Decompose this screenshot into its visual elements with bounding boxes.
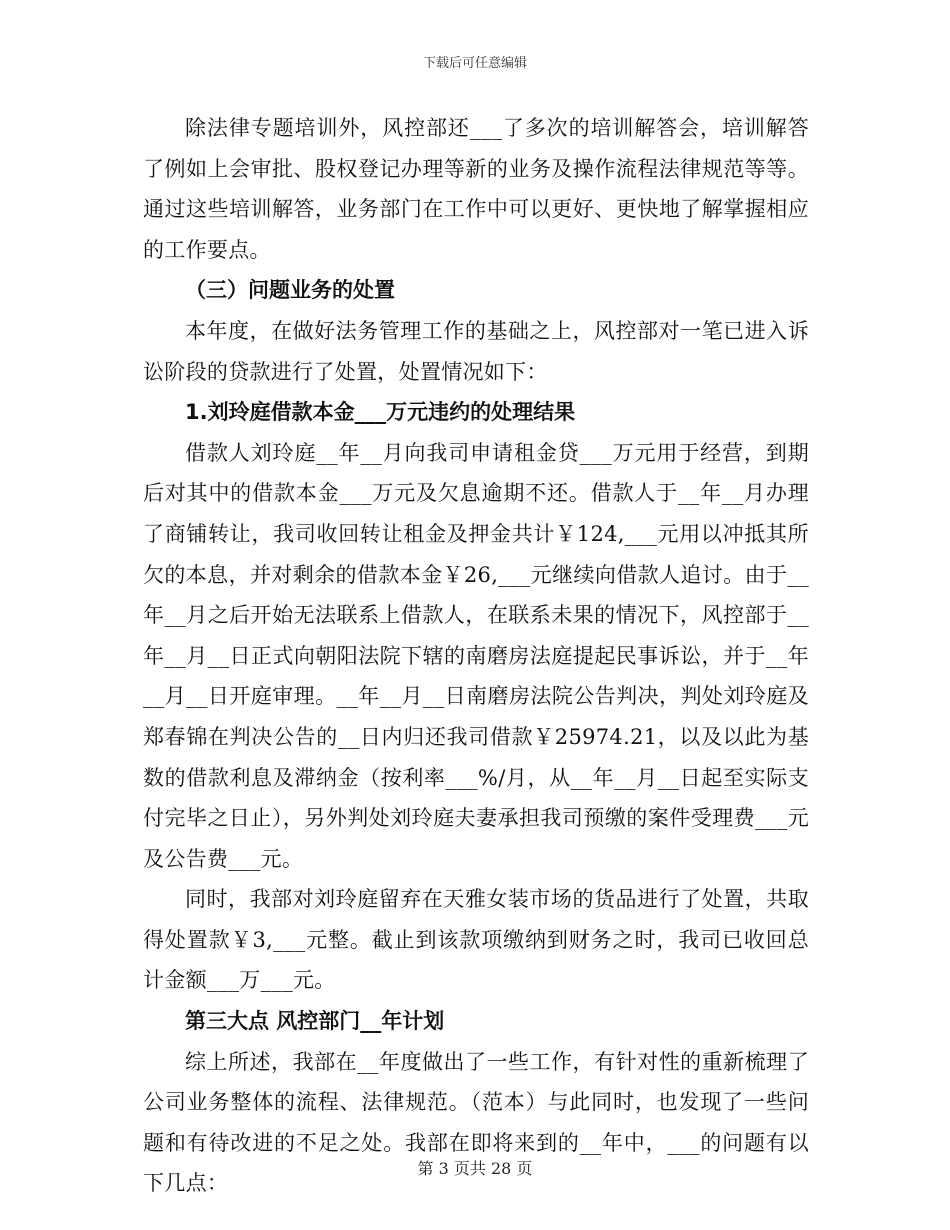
paragraph-training: 除法律专题培训外，风控部还___了多次的培训解答会，培训解答了例如上会审批、股权登记办理等新的业务及操作流程法律规范等等。通过这些培训解答，业务部门在工作中可以更好、更快地了解掌握相应的工作要点。 [143, 116, 809, 262]
paragraph-goods-disposal: 同时，我部对刘玲庭留弃在天雅女装市场的货品进行了处置，共取得处置款￥3,___元整。截止到该款项缴纳到财务之时，我司已收回总计金额___万___元。 [143, 887, 809, 993]
section-heading-annual-plan: 第三大点 风控部门__年计划 [185, 1009, 445, 1034]
document-body [143, 108, 809, 1204]
page-footer: 第 3 页共 28 页 [417, 1159, 533, 1178]
paragraph-case-details: 借款人刘玲庭__年__月向我司申请租金贷___万元用于经营，到期后对其中的借款本金___万元及欠息逾期不还。借款人于__年__月办理了商铺转让，我司收回转让租金及押金共计￥124,___元用以冲抵其所欠的本息，并对剩余的借款本金￥26,___元继续向借款人追讨。由于__年__月之后开始无法联系上借款人，在联系未果的情况下，风控部于__年__月__日正式向朝阳法院下辖的南磨房法庭提起民事诉讼，并于__年__月__日开庭审理。__年__月__日南磨房法院公告判决，判处刘玲庭及郑春锦在判决公告的__日内归还我司借款￥25974.21，以及以此为基数的借款利息及滞纳金（按利率___%/月，从__年__月__日起至实际支付完毕之日止），另外判处刘玲庭夫妻承担我司预缴的案件受理费___元及公告费___元。 [143, 440, 809, 871]
paragraph-disposal-intro: 本年度，在做好法务管理工作的基础之上，风控部对一笔已进入诉讼阶段的贷款进行了处置，处置情况如下： [143, 318, 809, 384]
section-heading-problem-business: （三）问题业务的处置 [185, 278, 395, 303]
subheading-liu-lingting-case: 1.刘玲庭借款本金___万元违约的处理结果 [185, 400, 576, 425]
paragraph-summary: 综上所述，我部在__年度做出了一些工作，有针对性的重新梳理了公司业务整体的流程、法律规范。（范本）与此同时，也发现了一些问题和有待改进的不足之处。我部在即将来到的__年中，___的问题有以下几点： [143, 1049, 809, 1196]
page-header: 下载后可任意编辑 [422, 56, 527, 71]
